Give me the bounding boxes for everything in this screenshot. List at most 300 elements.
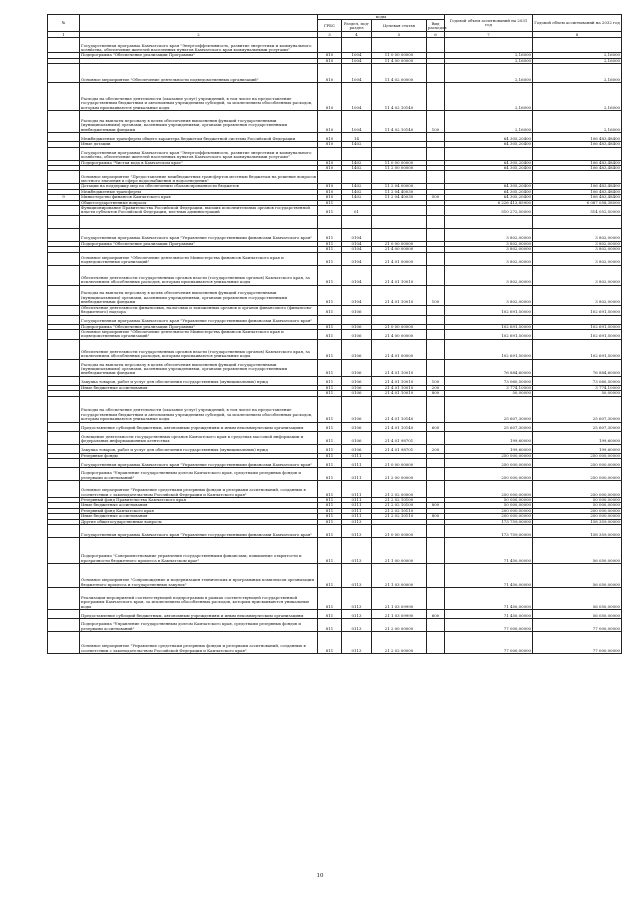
row-target-article <box>372 171 427 184</box>
row-expense-type: 200 <box>427 444 445 453</box>
row-amount-2031: 2,16000 <box>445 58 533 63</box>
row-section: 1402 <box>342 184 372 189</box>
row-target-article: 21 4 01 98701 <box>372 431 427 444</box>
row-name: Основное мероприятие "Обеспечение деятельности Министерства финансов Камчатского края и подведомственных организаций" <box>80 329 318 339</box>
row-number <box>48 359 80 376</box>
row-expense-type <box>427 228 445 241</box>
row-section: 0106 <box>342 422 372 431</box>
row-section: 0111 <box>342 467 372 480</box>
row-amount-2031: 173 759,00000 <box>445 524 533 537</box>
row-target-article <box>372 133 427 142</box>
row-amount-2031: 71 450,00000 <box>445 563 533 587</box>
row-section: 1004 <box>342 53 372 58</box>
row-amount-2031: 2,16000 <box>445 53 533 58</box>
row-number <box>48 537 80 563</box>
row-grbs: 810 <box>318 53 342 58</box>
row-amount-2031: 250 000,00000 <box>445 480 533 497</box>
row-grbs <box>318 315 342 324</box>
row-number <box>48 563 80 587</box>
header-section: Раздел, под-раздел <box>342 20 372 32</box>
row-target-article: 11 0 00 00000 <box>372 53 427 58</box>
row-amount-2032: 106 483,48400 <box>533 195 622 200</box>
row-section: 0106 <box>342 305 372 315</box>
row-name: Подпрограмма "Чистая вода в Камчатском крае" <box>80 160 318 165</box>
row-section: 01 <box>342 206 372 216</box>
row-name: Основное мероприятие "Сопровождение и модернизация технических и программных комплексов организации бюджетного процесса и государственных закупок" <box>80 563 318 587</box>
row-name: Иные бюджетные ассигнования <box>80 514 318 519</box>
row-expense-type: 800 <box>427 391 445 396</box>
row-section <box>342 315 372 324</box>
row-amount-2032: 106 483,48400 <box>533 189 622 194</box>
row-name: Иные бюджетные ассигнования <box>80 503 318 508</box>
row-grbs: 811 <box>318 422 342 431</box>
row-section: 0106 <box>342 329 372 339</box>
row-amount-2032: 25 607,30000 <box>533 422 622 431</box>
row-grbs: 810 <box>318 184 342 189</box>
row-section: 0111 <box>342 514 372 519</box>
row-target-article: 11 4 02 10140 <box>372 111 427 133</box>
row-amount-2031: 2,16000 <box>445 111 533 133</box>
row-section: 0106 <box>342 376 372 385</box>
row-name: Расходы на выплаты персоналу в целях обеспечения выполнения функций государственными (муниципальными) органами, казенными учреждениями, органами управления государственными внебюджетными фондами <box>80 285 318 305</box>
row-expense-type <box>427 524 445 537</box>
table-row <box>48 171 622 184</box>
row-grbs: 811 <box>318 228 342 241</box>
index-cell: 4 <box>342 32 372 38</box>
row-name: Основное мероприятие "Обеспечение деятельности Министерства финансов Камчатского края и подведомственных организаций" <box>80 252 318 265</box>
row-amount-2031: 71 450,00000 <box>445 537 533 563</box>
row-amount-2032: 6 087 058,38000 <box>533 200 622 205</box>
row-expense-type <box>427 252 445 265</box>
row-amount-2031: 64 305,20400 <box>445 142 533 147</box>
row-expense-type: 100 <box>427 376 445 385</box>
row-amount-2032: 2,16000 <box>533 83 622 111</box>
row-amount-2032: 250 000,00000 <box>533 453 622 458</box>
row-section: 0106 <box>342 431 372 444</box>
row-expense-type <box>427 147 445 160</box>
row-amount-2032: 102 691,50000 <box>533 305 622 315</box>
row-grbs: 811 <box>318 305 342 315</box>
row-grbs: 811 <box>318 376 342 385</box>
row-grbs: 811 <box>318 519 342 524</box>
row-name: Освещение деятельности государственных органов Камчатского края в средствах массовой информации и федеральных информационных агентствах <box>80 431 318 444</box>
row-section: 1004 <box>342 58 372 63</box>
index-cell: 1 <box>48 32 80 38</box>
row-name: Обеспечение деятельности государственных органов власти (государственных органов) Камчатского края, за исключением обособленных расходов, которым присваиваются уникальные коды <box>80 265 318 285</box>
row-target-article: 21 4 01 10010 <box>372 376 427 385</box>
row-section <box>342 171 372 184</box>
table-row <box>48 444 622 453</box>
row-section: 1402 <box>342 189 372 194</box>
row-target-article: 11 2 04 00000 <box>372 184 427 189</box>
row-number <box>48 171 80 184</box>
row-grbs: 811 <box>318 324 342 329</box>
table-row <box>48 329 622 339</box>
row-name: Основное мероприятие "Предоставление межбюджетных трансфертов местным бюджетам на решение вопросов местного значения в сфере водоснабжения и водоотведения" <box>80 171 318 184</box>
row-target-article: 21 2 02 10100 <box>372 503 427 508</box>
row-section: 0111 <box>342 480 372 497</box>
row-section: 0106 <box>342 385 372 390</box>
row-target-article: 21 4 01 10010 <box>372 385 427 390</box>
row-expense-type: 100 <box>427 285 445 305</box>
row-grbs: 811 <box>318 563 342 587</box>
row-grbs: 811 <box>318 514 342 519</box>
row-name: Подпрограмма "Управление государственным долгом Камчатского края, средствами резервных фондов и резервами ассигнований" <box>80 618 318 631</box>
row-amount-2031: 64 305,20400 <box>445 184 533 189</box>
row-number <box>48 524 80 537</box>
row-grbs: 810 <box>318 64 342 83</box>
row-section <box>342 147 372 160</box>
table-row <box>48 587 622 609</box>
row-target-article: 21 1 03 09990 <box>372 609 427 618</box>
row-number <box>48 64 80 83</box>
index-cell: 5 <box>372 32 427 38</box>
row-grbs: 810 <box>318 111 342 133</box>
row-section: 0113 <box>342 537 372 563</box>
row-amount-2032: 106 483,48400 <box>533 133 622 142</box>
row-amount-2032: 77 000,00000 <box>533 631 622 653</box>
table-row <box>48 359 622 376</box>
row-grbs: 811 <box>318 200 342 205</box>
row-grbs <box>318 215 342 228</box>
row-expense-type <box>427 206 445 216</box>
row-amount-2031: 2,16000 <box>445 64 533 83</box>
table-row <box>48 206 622 216</box>
row-expense-type <box>427 431 445 444</box>
row-target-article: 21 4 01 98701 <box>372 444 427 453</box>
table-row <box>48 467 622 480</box>
row-section: 0106 <box>342 324 372 329</box>
row-amount-2032: 250 000,00000 <box>533 467 622 480</box>
row-amount-2031: 200 000,00000 <box>445 508 533 513</box>
row-amount-2032: 3 802,00000 <box>533 241 622 246</box>
row-name: Расходы на обеспечение деятельности (оказание услуг) учреждений, в том числе на предоставление государственным бюджетным и автономным учреждениям субсидий, за исключением обособленных расходов, которым присваиваются уникальные коды <box>80 83 318 111</box>
row-amount-2032 <box>533 315 622 324</box>
row-name: Государственная программа Камчатского края "Управление государственными финансами Камчатского края" <box>80 524 318 537</box>
row-amount-2031: 71 450,00000 <box>445 609 533 618</box>
row-expense-type: 100 <box>427 111 445 133</box>
row-section: 0113 <box>342 609 372 618</box>
row-amount-2031: 510 272,50000 <box>445 206 533 216</box>
row-target-article: 21 4 01 10140 <box>372 396 427 422</box>
row-amount-2031: 250 000,00000 <box>445 458 533 467</box>
row-amount-2032: 56 050,00000 <box>533 563 622 587</box>
row-number <box>48 228 80 241</box>
row-amount-2032: 3 802,00000 <box>533 228 622 241</box>
row-section: 0104 <box>342 247 372 252</box>
row-name: Общегосударственные вопросы <box>80 200 318 205</box>
table-row <box>48 228 622 241</box>
row-section: 0111 <box>342 458 372 467</box>
row-amount-2031 <box>445 315 533 324</box>
budget-table <box>47 14 622 654</box>
row-target-article: 11 2 00 00000 <box>372 166 427 171</box>
row-number: 9 <box>48 195 80 200</box>
row-expense-type <box>427 359 445 376</box>
row-name: Дотации на поддержку мер по обеспечению сбалансированности бюджетов <box>80 184 318 189</box>
row-grbs: 811 <box>318 265 342 285</box>
row-name: Иные дотации <box>80 142 318 147</box>
row-target-article: 21 0 00 00000 <box>372 458 427 467</box>
row-expense-type <box>427 329 445 339</box>
row-name: Межбюджетные трансферты <box>80 189 318 194</box>
row-section: 0111 <box>342 453 372 458</box>
row-amount-2032: 25 607,30000 <box>533 396 622 422</box>
row-section: 0111 <box>342 503 372 508</box>
row-amount-2032: 102 691,50000 <box>533 324 622 329</box>
table-row <box>48 396 622 422</box>
row-amount-2031: 3 802,00000 <box>445 247 533 252</box>
row-expense-type <box>427 396 445 422</box>
row-amount-2032 <box>533 171 622 184</box>
row-amount-2031: 25 607,30000 <box>445 396 533 422</box>
row-grbs: 811 <box>318 497 342 502</box>
row-grbs: 810 <box>318 160 342 165</box>
row-expense-type <box>427 171 445 184</box>
row-amount-2031: 64 305,20400 <box>445 166 533 171</box>
row-number <box>48 480 80 497</box>
row-section: 0104 <box>342 228 372 241</box>
row-expense-type <box>427 315 445 324</box>
row-grbs: 810 <box>318 166 342 171</box>
table-row <box>48 480 622 497</box>
row-amount-2031: 64 305,20400 <box>445 160 533 165</box>
row-expense-type: 600 <box>427 422 445 431</box>
row-amount-2031: 77 000,00000 <box>445 618 533 631</box>
table-row <box>48 83 622 111</box>
row-grbs: 811 <box>318 396 342 422</box>
table-row <box>48 285 622 305</box>
row-expense-type <box>427 458 445 467</box>
row-expense-type: 600 <box>427 609 445 618</box>
row-grbs: 811 <box>318 609 342 618</box>
header-year-2032: Годовой объем ассигнований на 2032 год <box>533 15 622 32</box>
row-expense-type <box>427 265 445 285</box>
table-row <box>48 458 622 467</box>
row-amount-2032: 250 000,00000 <box>533 458 622 467</box>
row-grbs: 810 <box>318 133 342 142</box>
row-amount-2031: 64 305,20400 <box>445 189 533 194</box>
row-section: 0104 <box>342 285 372 305</box>
row-name: Функционирование Правительства Российской Федерации, высших исполнительных органов государственной власти субъектов Российской Федерации, местных администраций <box>80 206 318 216</box>
row-number <box>48 38 80 53</box>
row-section <box>342 215 372 228</box>
row-name: Подпрограмма "Совершенствование управления государственными финансами, повышение открытости и прозрачности бюджетного процесса в Камчатском крае" <box>80 537 318 563</box>
row-target-article <box>372 215 427 228</box>
row-section: 1402 <box>342 142 372 147</box>
row-grbs: 811 <box>318 503 342 508</box>
row-amount-2032: 199,60000 <box>533 444 622 453</box>
row-grbs: 811 <box>318 206 342 216</box>
row-name: Подпрограмма "Обеспечение реализации Программы" <box>80 324 318 329</box>
row-target-article: 21 4 00 00000 <box>372 247 427 252</box>
row-amount-2031: 50 000,00000 <box>445 503 533 508</box>
row-amount-2032: 50 000,00000 <box>533 497 622 502</box>
row-name: Государственная программа Камчатского края "Управление государственными финансами Камчатского края" <box>80 458 318 467</box>
row-amount-2031: 250 000,00000 <box>445 453 533 458</box>
row-number <box>48 83 80 111</box>
row-section: 1402 <box>342 160 372 165</box>
header-target-article: Целевая статья <box>372 20 427 32</box>
row-amount-2031: 200 000,00000 <box>445 514 533 519</box>
row-amount-2031: 199,60000 <box>445 444 533 453</box>
row-amount-2031: 3 802,00000 <box>445 228 533 241</box>
row-amount-2031: 102 691,50000 <box>445 329 533 339</box>
row-grbs: 811 <box>318 618 342 631</box>
row-amount-2032: 77 000,00000 <box>533 618 622 631</box>
row-number <box>48 111 80 133</box>
row-section: 0113 <box>342 631 372 653</box>
row-name: Реализация мероприятий соответствующей подпрограммы в рамках соответствующей государственной программы Камчатского края, за исключением обособленных расходов, которым присваиваются уникальные коды <box>80 587 318 609</box>
row-amount-2031: 250 000,00000 <box>445 467 533 480</box>
row-amount-2032: 56 050,00000 <box>533 537 622 563</box>
table-row <box>48 305 622 315</box>
row-expense-type: 200 <box>427 385 445 390</box>
row-number <box>48 252 80 265</box>
row-section: 0113 <box>342 524 372 537</box>
row-amount-2032: 106 483,48400 <box>533 142 622 147</box>
row-target-article <box>372 315 427 324</box>
row-section: 0104 <box>342 265 372 285</box>
row-section: 0113 <box>342 519 372 524</box>
row-amount-2032 <box>533 38 622 53</box>
table-row <box>48 315 622 324</box>
row-expense-type <box>427 467 445 480</box>
index-cell: 7 <box>445 32 533 38</box>
table-row <box>48 215 622 228</box>
row-amount-2032: 199,60000 <box>533 431 622 444</box>
row-name: Межбюджетные трансферты общего характера бюджетам бюджетной системы Российской Федерации <box>80 133 318 142</box>
row-amount-2032: 73 060,50000 <box>533 376 622 385</box>
row-target-article: 21 2 02 10100 <box>372 497 427 502</box>
row-target-article: 11 4 02 00000 <box>372 64 427 83</box>
row-name: Государственная программа Камчатского края "Энергоэффективность, развитие энергетики и коммунального хозяйства, обеспечение жителей населенных пунктов Камчатского края коммунальными услугами" <box>80 147 318 160</box>
table-header <box>48 15 622 38</box>
row-amount-2032: 3 774,10000 <box>533 385 622 390</box>
row-target-article <box>372 206 427 216</box>
row-amount-2032: 56 050,00000 <box>533 609 622 618</box>
row-name: Государственная программа Камчатского края "Управление государственными финансами Камчатского края" <box>80 228 318 241</box>
row-number <box>48 305 80 315</box>
row-amount-2032: 3 802,00000 <box>533 285 622 305</box>
row-grbs: 810 <box>318 83 342 111</box>
row-section: 0106 <box>342 391 372 396</box>
row-grbs: 811 <box>318 587 342 609</box>
row-name: Расходы на выплаты персоналу в целях обеспечения выполнения функций государственными (муниципальными) органами, казенными учреждениями, органами управления государственными внебюджетными фондами <box>80 111 318 133</box>
header-name <box>80 15 318 32</box>
row-target-article: 21 1 00 00000 <box>372 537 427 563</box>
row-section: 0106 <box>342 444 372 453</box>
row-section: 0113 <box>342 563 372 587</box>
table-row <box>48 537 622 563</box>
row-target-article: 21 0 00 00000 <box>372 324 427 329</box>
row-section: 1402 <box>342 195 372 200</box>
row-expense-type: 500 <box>427 195 445 200</box>
header-num: № <box>48 15 80 32</box>
row-amount-2031: 6 226 413,85900 <box>445 200 533 205</box>
row-number <box>48 396 80 422</box>
row-grbs: 811 <box>318 391 342 396</box>
row-target-article: 21 2 02 10110 <box>372 514 427 519</box>
row-expense-type <box>427 587 445 609</box>
row-amount-2032: 3 802,00000 <box>533 247 622 252</box>
row-target-article: 21 2 02 00000 <box>372 631 427 653</box>
row-section: 0104 <box>342 252 372 265</box>
row-amount-2032: 102 691,50000 <box>533 339 622 359</box>
row-expense-type <box>427 537 445 563</box>
row-section: 0106 <box>342 359 372 376</box>
row-amount-2032: 200 000,00000 <box>533 508 622 513</box>
index-cell: 6 <box>427 32 445 38</box>
row-expense-type <box>427 563 445 587</box>
row-target-article: 21 2 00 00000 <box>372 618 427 631</box>
table-row <box>48 147 622 160</box>
row-number <box>48 206 80 216</box>
row-target-article: 11 4 02 10140 <box>372 83 427 111</box>
row-grbs: 811 <box>318 508 342 513</box>
row-grbs: 811 <box>318 480 342 497</box>
row-number <box>48 376 80 385</box>
row-name: Резервный фонд Правительства Камчатского края <box>80 497 318 502</box>
row-expense-type <box>427 215 445 228</box>
row-name: Предоставление субсидий бюджетным, автономным учреждениям и иным некоммерческим организациям <box>80 422 318 431</box>
row-target-article: 21 4 01 10010 <box>372 265 427 285</box>
row-number <box>48 329 80 339</box>
row-target-article <box>372 305 427 315</box>
row-amount-2031: 50 000,00000 <box>445 497 533 502</box>
row-amount-2032: 56 050,00000 <box>533 587 622 609</box>
row-grbs <box>318 171 342 184</box>
row-number <box>48 609 80 618</box>
row-name: Подпрограмма "Обеспечение реализации Программы" <box>80 241 318 246</box>
row-section <box>342 38 372 53</box>
row-target-article: 21 4 01 10010 <box>372 391 427 396</box>
row-grbs: 811 <box>318 385 342 390</box>
row-amount-2031: 3 802,00000 <box>445 265 533 285</box>
row-target-article <box>372 228 427 241</box>
row-target-article: 21 4 01 00000 <box>372 339 427 359</box>
row-amount-2031: 76 884,60000 <box>445 359 533 376</box>
row-section: 0111 <box>342 497 372 502</box>
row-target-article: 21 0 00 00000 <box>372 241 427 246</box>
row-amount-2032: 2,16000 <box>533 58 622 63</box>
row-grbs: 811 <box>318 329 342 339</box>
row-amount-2031: 3 802,00000 <box>445 241 533 246</box>
row-section: 1004 <box>342 111 372 133</box>
row-number <box>48 422 80 431</box>
row-amount-2031: 199,60000 <box>445 431 533 444</box>
row-grbs: 810 <box>318 189 342 194</box>
header-codes: коды <box>318 15 445 20</box>
row-grbs: 811 <box>318 339 342 359</box>
row-grbs: 811 <box>318 631 342 653</box>
row-section: 0111 <box>342 508 372 513</box>
row-number <box>48 147 80 160</box>
row-target-article: 21 2 02 00000 <box>372 480 427 497</box>
row-amount-2032 <box>533 215 622 228</box>
row-target-article: 21 4 01 10010 <box>372 285 427 305</box>
row-amount-2031: 102 691,50000 <box>445 324 533 329</box>
row-amount-2032: 250 000,00000 <box>533 480 622 497</box>
header-year-2031: Годовой объем ассигнований на 2031 год <box>445 15 533 32</box>
row-grbs: 810 <box>318 142 342 147</box>
table-row <box>48 38 622 53</box>
row-amount-2032: 2,16000 <box>533 111 622 133</box>
row-name: Основное мероприятие "Управление средствами резервных фондов и резервами ассигнований, созданных в соответствии с законодательством Российской Федерации и Камчатского края" <box>80 631 318 653</box>
row-section: 1004 <box>342 83 372 111</box>
row-grbs <box>318 147 342 160</box>
row-name: Резервные фонды <box>80 453 318 458</box>
